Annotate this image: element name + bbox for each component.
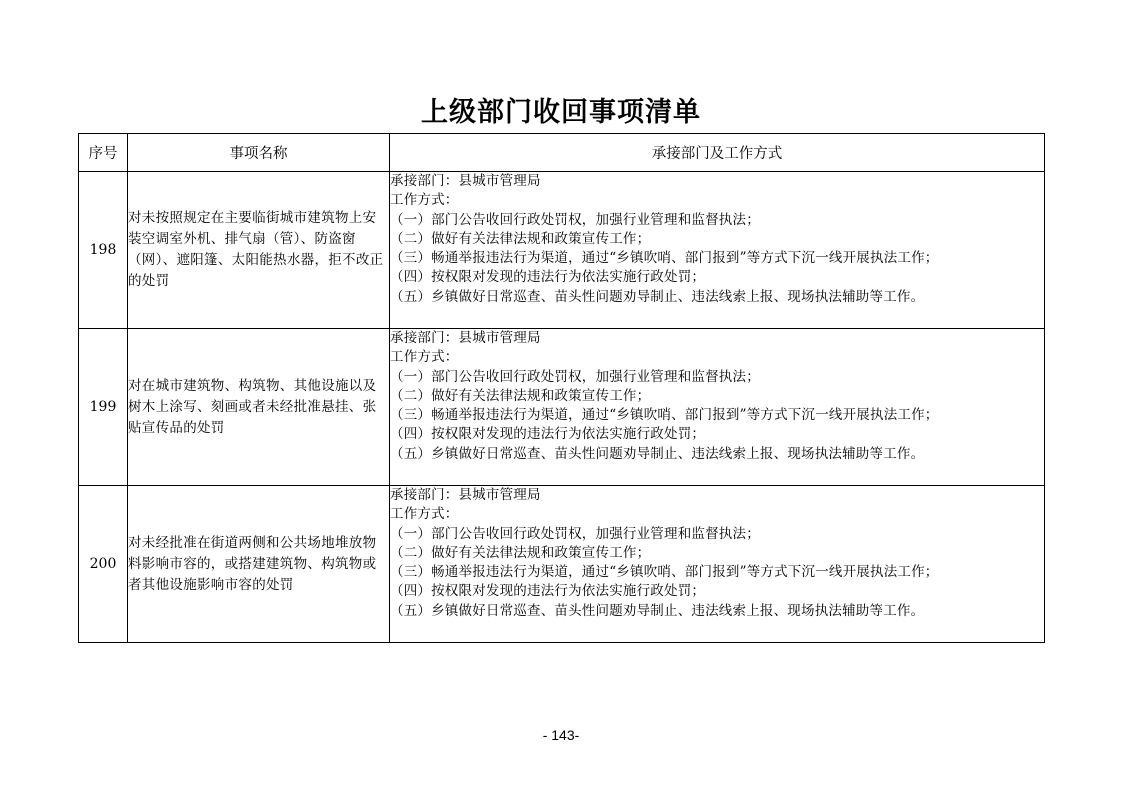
header-number: 序号	[79, 134, 128, 172]
method-item: （一）部门公告收回行政处罚权，加强行业管理和监督执法；	[390, 211, 760, 228]
method-heading: 工作方式：	[390, 349, 459, 366]
dept-line: 承接部门：县城市管理局	[390, 487, 541, 503]
row-undertaking	[390, 486, 1045, 643]
method-item: （三）畅通举报违法行为渠道，通过“乡镇吹哨、部门报到”等方式下沉一线开展执法工作；	[390, 564, 939, 581]
method-item: （二）做好有关法律法规和政策宣传工作；	[390, 230, 651, 247]
table-row	[79, 172, 1045, 329]
dept-line: 承接部门：县城市管理局	[390, 173, 541, 189]
row-number: 200	[79, 486, 128, 643]
row-item-name: 对未按照规定在主要临街城市建筑物上安装空调室外机、排气扇（管）、防盗窗（网）、遮阳篷、太阳能热水器，拒不改正的处罚	[128, 172, 390, 329]
method-item: （二）做好有关法律法规和政策宣传工作；	[390, 544, 651, 561]
table-header-row	[79, 134, 1045, 172]
method-item: （四）按权限对发现的违法行为依法实施行政处罚；	[390, 269, 706, 286]
row-number: 198	[79, 172, 128, 329]
method-heading: 工作方式：	[390, 192, 459, 209]
method-item: （五）乡镇做好日常巡查、苗头性问题劝导制止、违法线索上报、现场执法辅助等工作。	[390, 445, 925, 462]
method-item: （四）按权限对发现的违法行为依法实施行政处罚；	[390, 426, 706, 443]
row-undertaking	[390, 329, 1045, 486]
dept-line: 承接部门：县城市管理局	[390, 330, 541, 346]
method-item: （三）畅通举报违法行为渠道，通过“乡镇吹哨、部门报到”等方式下沉一线开展执法工作；	[390, 407, 939, 424]
method-item: （三）畅通举报违法行为渠道，通过“乡镇吹哨、部门报到”等方式下沉一线开展执法工作；	[390, 250, 939, 267]
method-item: （一）部门公告收回行政处罚权，加强行业管理和监督执法；	[390, 525, 760, 542]
header-undertaking: 承接部门及工作方式	[390, 134, 1045, 172]
row-number: 199	[79, 329, 128, 486]
table-row	[79, 329, 1045, 486]
items-table	[78, 133, 1045, 643]
method-item: （五）乡镇做好日常巡查、苗头性问题劝导制止、违法线索上报、现场执法辅助等工作。	[390, 288, 925, 305]
page-number: - 143-	[542, 727, 580, 743]
table-row	[79, 486, 1045, 643]
header-item-name: 事项名称	[128, 134, 390, 172]
row-undertaking	[390, 172, 1045, 329]
row-item-name: 对在城市建筑物、构筑物、其他设施以及树木上涂写、刻画或者未经批准悬挂、张贴宣传品的处罚	[128, 329, 390, 486]
method-item: （五）乡镇做好日常巡查、苗头性问题劝导制止、违法线索上报、现场执法辅助等工作。	[390, 602, 925, 619]
method-item: （一）部门公告收回行政处罚权，加强行业管理和监督执法；	[390, 368, 760, 385]
row-item-name: 对未经批准在街道两侧和公共场地堆放物料影响市容的，或搭建建筑物、构筑物或者其他设施影响市容的处罚	[128, 486, 390, 643]
method-heading: 工作方式：	[390, 506, 459, 523]
method-item: （二）做好有关法律法规和政策宣传工作；	[390, 387, 651, 404]
method-item: （四）按权限对发现的违法行为依法实施行政处罚；	[390, 583, 706, 600]
page-title: 上级部门收回事项清单	[421, 97, 701, 128]
